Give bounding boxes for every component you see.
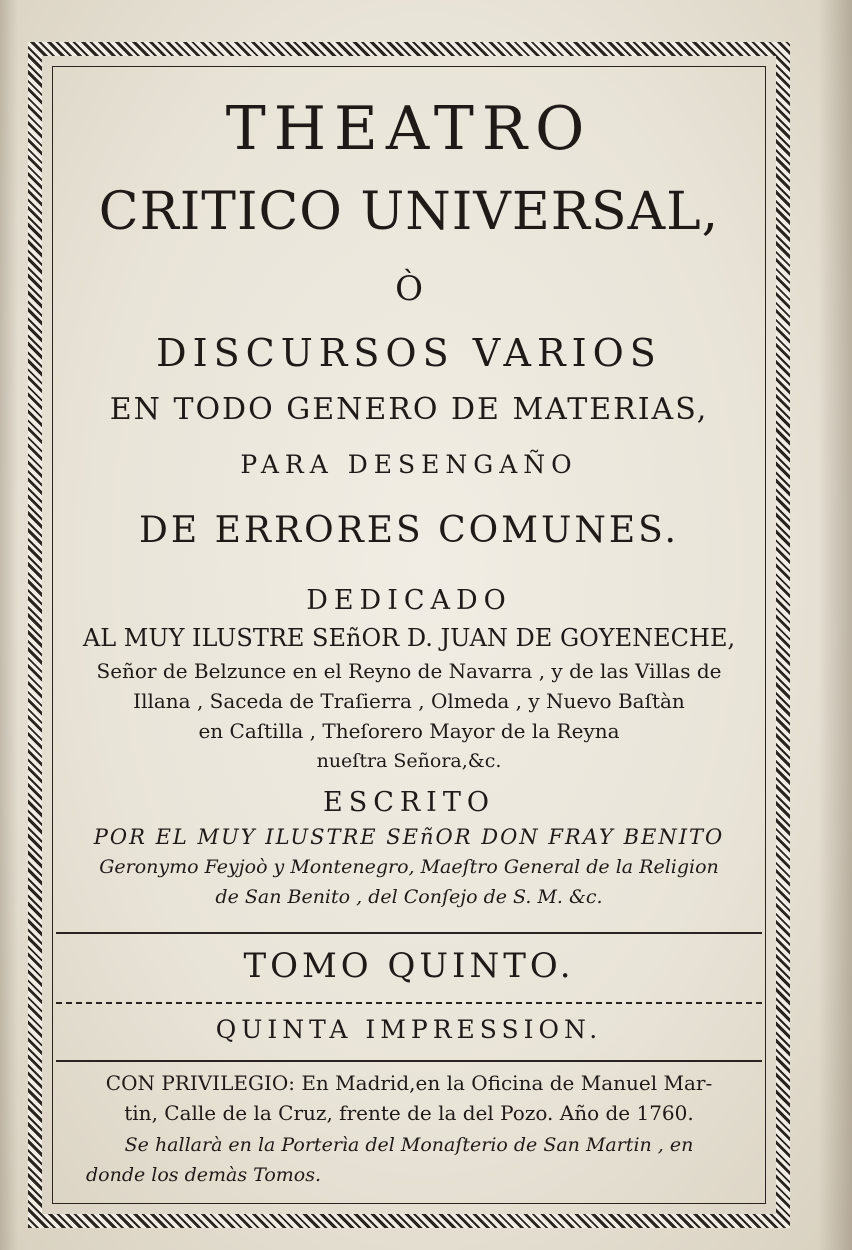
imprint-line: Se hallarà en la Porterìa del Monaſterio de San Martin , en [124,1134,694,1156]
page-spine-shadow [818,0,852,1250]
dedication-line: AL MUY ILUSTRE SEñOR D. JUAN DE GOYENECHE, [82,624,736,652]
author-line: de San Benito , del Conſejo de S. M. &c. [215,886,603,908]
title-line-discursos-varios: DISCURSOS VARIOS [156,331,662,375]
title-line-para-desengano: PARA DESENGAÑO [240,450,578,479]
dedication-line: Señor de Belzunce en el Reyno de Navarra , y de las Villas de [96,659,722,683]
edition-label: QUINTA IMPRESSION. [215,1015,603,1044]
imprint-line: CON PRIVILEGIO: En Madrid,en la Oficina de Manuel Mar- [105,1071,713,1095]
title-line-o: Ò [395,269,423,309]
author-line: Geronymo Feyjoò y Montenegro, Maeſtro General de la Religion [99,856,719,878]
title-page-content [56,72,762,1202]
divider-rule [56,932,762,934]
divider-rule [56,1060,762,1062]
page-left-shadow [0,0,18,1250]
dedication-line: nueſtra Señora,&c. [316,750,502,772]
title-line-errores-comunes: DE ERRORES COMUNES. [139,510,679,551]
imprint-line: tin, Calle de la Cruz, frente de la del Pozo. Año de 1760. [124,1101,694,1125]
title-line-theatro: THEATRO [225,94,593,164]
volume-label: TOMO QUINTO. [243,946,575,986]
dedication-line: en Caſtilla , Theſorero Mayor de la Reyna [198,719,620,743]
author-heading: ESCRITO [322,787,495,818]
title-line-critico-universal: CRITICO UNIVERSAL, [98,182,720,242]
dedication-heading: DEDICADO [306,585,512,616]
author-line: POR EL MUY ILUSTRE SEñOR DON FRAY BENITO [93,825,725,849]
dedication-line: Illana , Saceda de Traſierra , Olmeda , y Nuevo Baſtàn [133,689,685,713]
imprint-line: donde los demàs Tomos. [86,1164,322,1186]
divider-rule [56,1002,762,1004]
title-line-materias: EN TODO GENERO DE MATERIAS, [109,392,709,427]
